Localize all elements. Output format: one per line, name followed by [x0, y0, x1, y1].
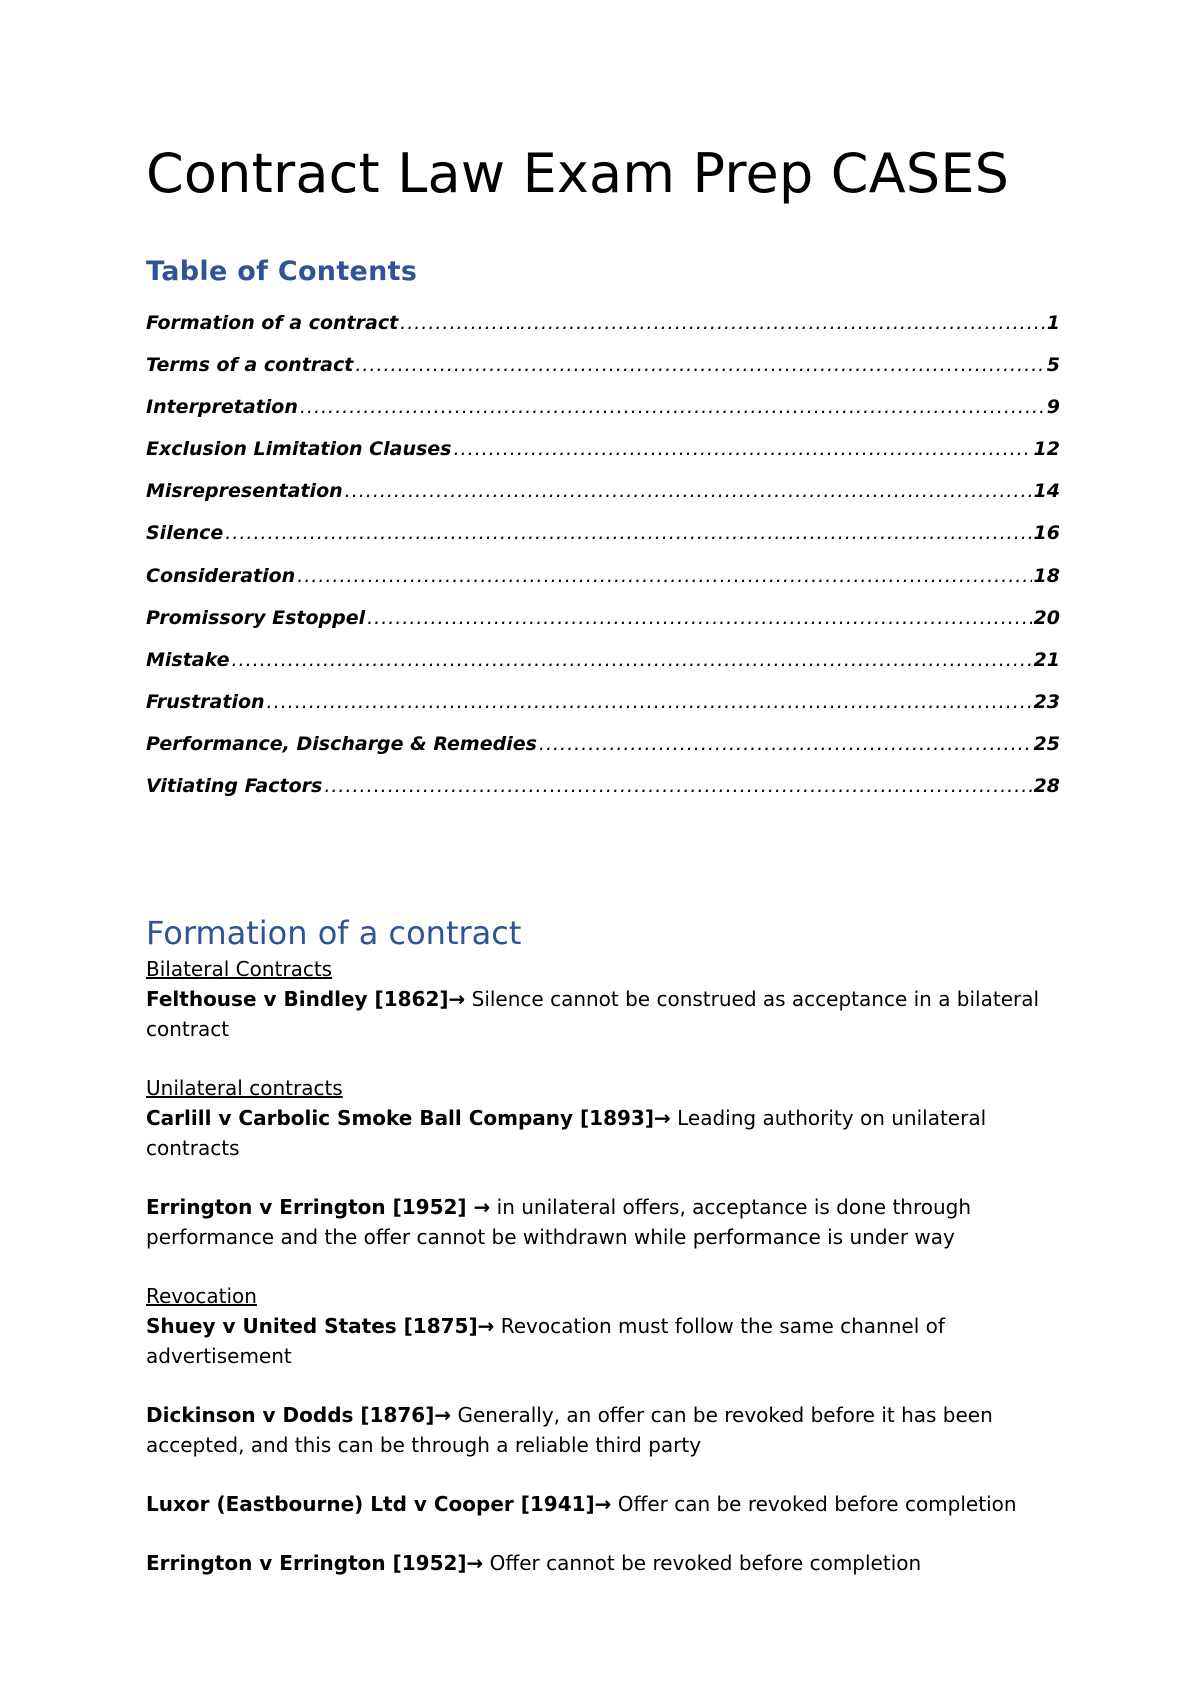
subheading-revocation: Revocation: [146, 1284, 257, 1308]
case-entry: [146, 1489, 1076, 1519]
toc-entry-label: Exclusion Limitation Clauses: [146, 438, 452, 461]
toc-entry-page: 12: [1033, 438, 1060, 461]
toc-entry-page: 23: [1033, 690, 1060, 713]
toc-leader-dots: [539, 733, 1032, 755]
toc-entry[interactable]: [146, 733, 1060, 775]
case-summary: Offer can be revoked before completion: [611, 1492, 1017, 1516]
toc-entry-label: Interpretation: [146, 396, 298, 419]
case-summary: Generally, an offer can be revoked before it has been accepted, and this can be through a reliable third party: [146, 1403, 993, 1457]
case-summary: Revocation must follow the same channel of advertisement: [146, 1314, 945, 1368]
arrow-right-icon: →: [466, 1551, 484, 1575]
toc-entry[interactable]: [146, 565, 1060, 607]
toc-entry[interactable]: [146, 691, 1060, 733]
case-summary: in unilateral offers, acceptance is done through performance and the offer cannot be withdrawn while performance is under way: [146, 1195, 972, 1249]
toc-entry[interactable]: [146, 522, 1060, 564]
case-entry: [146, 1311, 1076, 1371]
case-name: Shuey v United States [1875]: [146, 1314, 478, 1338]
toc-leader-dots: [267, 691, 1032, 713]
case-summary: Silence cannot be construed as acceptance in a bilateral contract: [146, 987, 1040, 1041]
toc-leader-dots: [355, 354, 1044, 376]
case-name: Luxor (Eastbourne) Ltd v Cooper [1941]: [146, 1492, 595, 1516]
toc-entry-page: 1: [1046, 312, 1060, 334]
toc-leader-dots: [453, 438, 1031, 460]
toc-entry-label: Performance, Discharge & Remedies: [146, 732, 537, 755]
case-entry: [146, 1103, 1076, 1163]
arrow-right-icon: →: [654, 1106, 671, 1130]
toc-entry-label: Consideration: [146, 564, 296, 587]
toc-leader-dots: [300, 396, 1045, 418]
toc-entry-label: Terms of a contract: [146, 354, 354, 377]
case-entry: [146, 1548, 1076, 1578]
toc-entry[interactable]: [146, 480, 1060, 522]
toc-entry[interactable]: [146, 438, 1060, 480]
toc-heading: Table of Contents: [146, 256, 418, 287]
case-entry: [146, 984, 1076, 1044]
toc-leader-dots: [345, 480, 1032, 502]
subheading-unilateral: Unilateral contracts: [146, 1076, 343, 1100]
arrow-right-icon: →: [477, 1314, 495, 1338]
toc-entry-label: Formation of a contract: [146, 312, 399, 334]
case-summary: Leading authority on unilateral contracts: [146, 1106, 987, 1160]
arrow-right-icon: →: [448, 987, 466, 1011]
toc-leader-dots: [324, 775, 1031, 797]
toc-entry-page: 18: [1033, 564, 1060, 587]
toc-entry[interactable]: [146, 312, 1060, 354]
toc-leader-dots: [231, 649, 1031, 671]
case-summary: Offer cannot be revoked before completion: [483, 1551, 922, 1575]
toc-leader-dots: [225, 522, 1031, 544]
toc-entry-label: Vitiating Factors: [146, 775, 323, 798]
toc-entry-page: 20: [1033, 606, 1060, 629]
toc-entry[interactable]: [146, 354, 1060, 396]
toc-entry-label: Frustration: [146, 690, 265, 713]
toc-entry-page: 9: [1046, 396, 1060, 419]
toc-leader-dots: [297, 565, 1031, 587]
toc-entry-label: Misrepresentation: [146, 480, 343, 503]
toc-entry-label: Promissory Estoppel: [146, 606, 366, 629]
case-name: Errington v Errington [1952]: [146, 1551, 467, 1575]
document-title: Contract Law Exam Prep CASES: [146, 142, 1010, 205]
case-name: Felthouse v Bindley [1862]: [146, 987, 449, 1011]
case-name: Carlill v Carbolic Smoke Ball Company [1893]: [146, 1106, 654, 1130]
subheading-bilateral: Bilateral Contracts: [146, 957, 333, 981]
section-heading: Formation of a contract: [146, 914, 522, 952]
toc-entry-label: Silence: [146, 522, 224, 545]
table-of-contents: [146, 312, 1060, 817]
toc-entry-page: 28: [1033, 775, 1060, 798]
arrow-right-icon: →: [594, 1492, 612, 1516]
toc-entry-label: Mistake: [146, 648, 230, 671]
case-entry: [146, 1400, 1076, 1460]
arrow-right-icon: →: [473, 1195, 491, 1219]
toc-entry[interactable]: [146, 775, 1060, 817]
case-name: Dickinson v Dodds [1876]: [146, 1403, 435, 1427]
case-name: Errington v Errington [1952]: [146, 1195, 474, 1219]
toc-leader-dots: [367, 607, 1031, 629]
toc-entry-page: 5: [1046, 354, 1060, 377]
toc-entry-page: 16: [1033, 522, 1060, 545]
toc-entry[interactable]: [146, 607, 1060, 649]
toc-entry[interactable]: [146, 649, 1060, 691]
toc-entry[interactable]: [146, 396, 1060, 438]
toc-entry-page: 25: [1033, 732, 1060, 755]
arrow-right-icon: →: [434, 1403, 452, 1427]
toc-entry-page: 21: [1033, 648, 1060, 671]
toc-entry-page: 14: [1033, 480, 1060, 503]
section-body: [146, 954, 1076, 1578]
toc-leader-dots: [400, 312, 1045, 334]
case-entry: [146, 1192, 1076, 1252]
